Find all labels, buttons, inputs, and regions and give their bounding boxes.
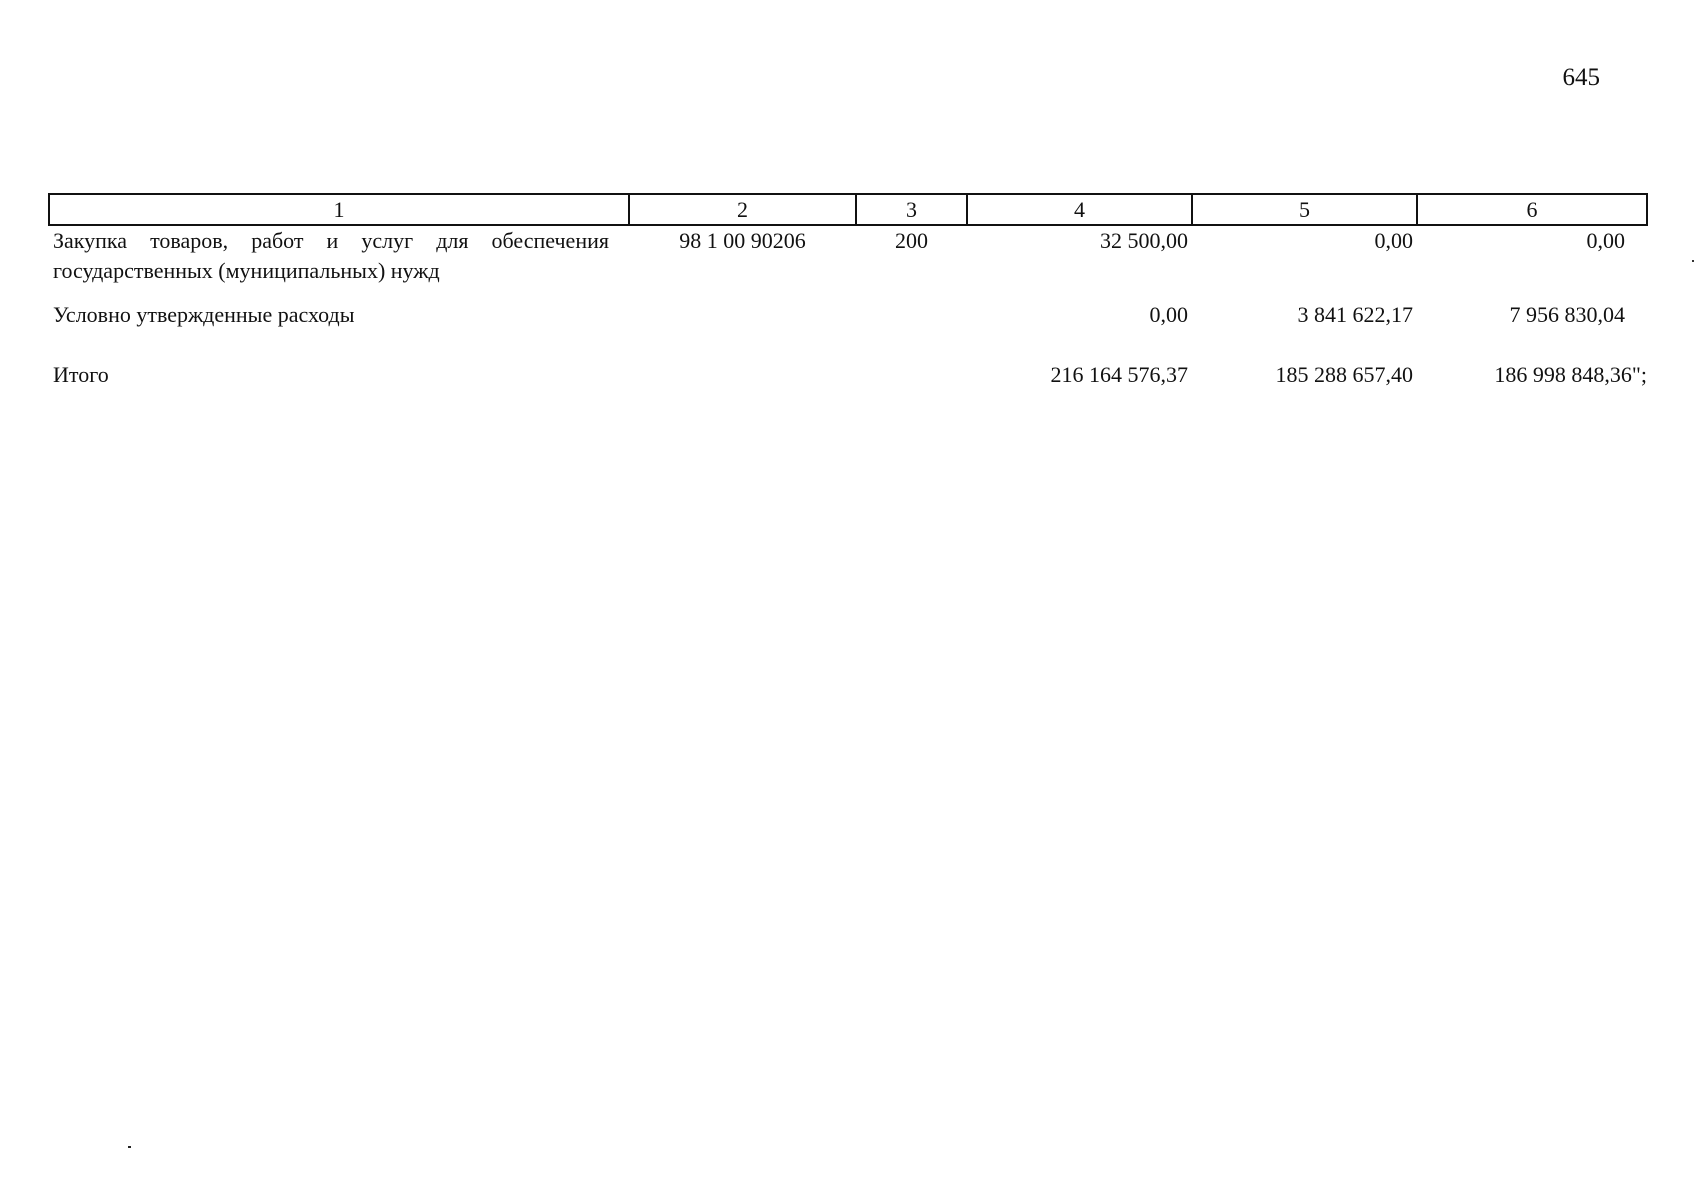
row-year2-amount: 185 288 657,40	[1275, 362, 1413, 387]
column-header-4: 4	[967, 194, 1192, 225]
scan-speck	[1692, 260, 1694, 262]
row-year2-amount: 3 841 622,17	[1297, 302, 1413, 327]
column-header-1: 1	[49, 194, 629, 225]
row-year3-amount: 7 956 830,04	[1509, 302, 1625, 327]
row-code	[629, 300, 856, 360]
budget-table	[48, 193, 1648, 420]
row-year1-amount: 0,00	[1149, 302, 1188, 327]
table-header-row	[49, 194, 1647, 225]
row-year1-amount: 216 164 576,37	[1050, 362, 1188, 387]
column-header-5: 5	[1192, 194, 1417, 225]
row-type	[856, 360, 967, 420]
row-year1-amount: 32 500,00	[1100, 228, 1188, 253]
table-row-total	[49, 360, 1647, 420]
scan-speck	[128, 1146, 131, 1148]
column-header-2: 2	[629, 194, 856, 225]
row-name: Условно утвержденные расходы	[53, 302, 355, 327]
row-type: 200	[895, 228, 928, 253]
row-name: Итого	[53, 362, 109, 387]
row-name: Закупка товаров, работ и услуг для обеспечения государственных (муниципальных) нужд	[53, 228, 609, 283]
table-row	[49, 300, 1647, 360]
page-number: 645	[1562, 64, 1600, 91]
row-type	[856, 300, 967, 360]
column-header-3: 3	[856, 194, 967, 225]
row-year2-amount: 0,00	[1374, 228, 1413, 253]
row-year3-amount: 0,00	[1586, 228, 1625, 253]
row-code	[629, 360, 856, 420]
row-code: 98 1 00 90206	[679, 228, 806, 253]
column-header-6: 6	[1417, 194, 1647, 225]
row-year3-amount: 186 998 848,36";	[1494, 362, 1647, 387]
table-row	[49, 225, 1647, 300]
